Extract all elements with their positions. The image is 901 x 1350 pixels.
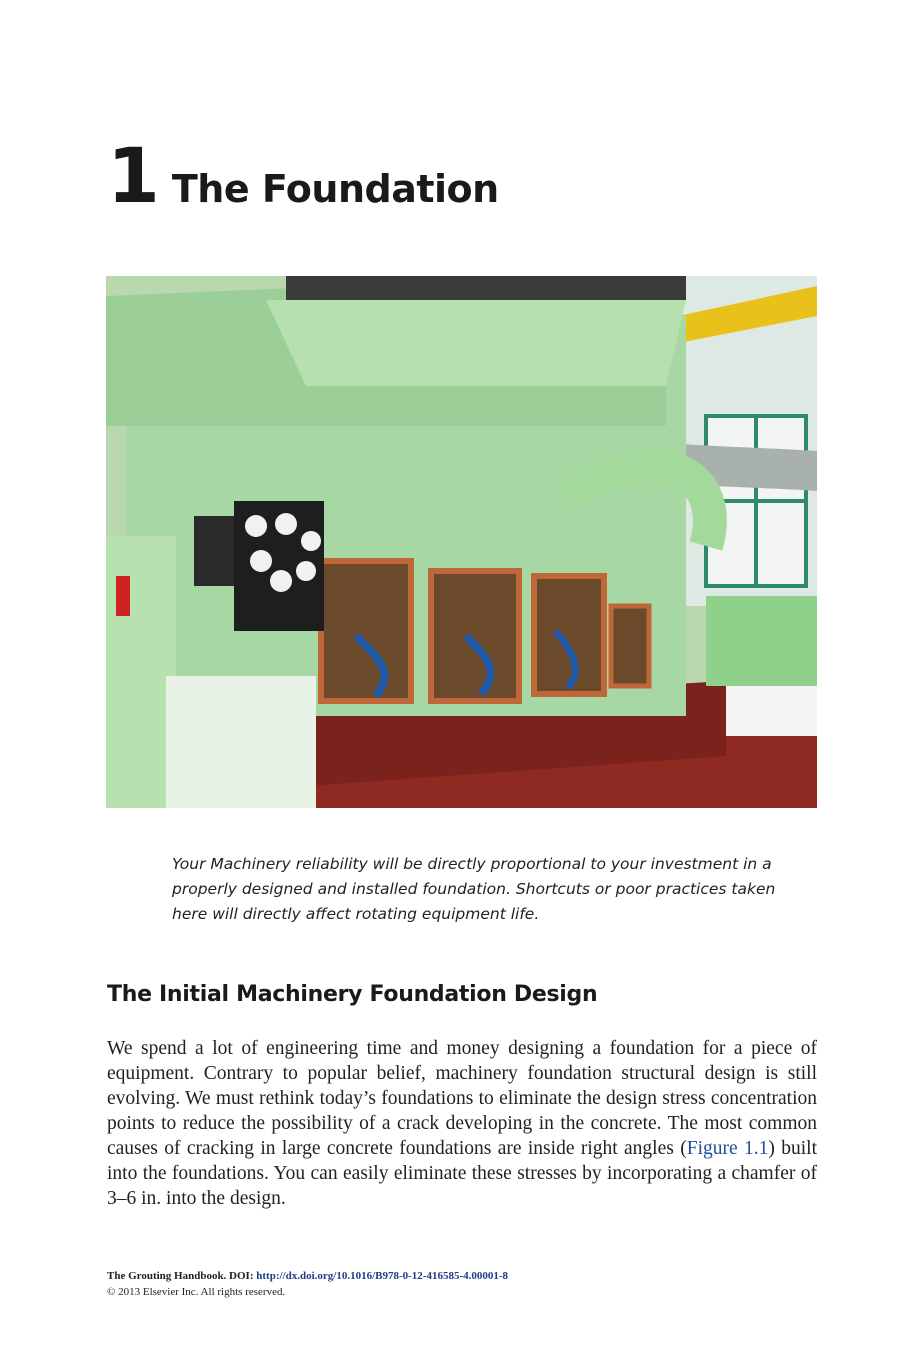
book-doi-label: The Grouting Handbook. DOI: bbox=[107, 1270, 257, 1282]
chapter-title: The Foundation bbox=[171, 167, 499, 211]
chapter-number: 1 bbox=[107, 131, 158, 220]
paragraph-text-start: We spend a lot of engineering time and money designing a foundation for a piece of equipment. Contrary to popular belief, machinery foundation structural design is still evolving. We must rethink today’s foundations to eliminate the design stress concentration points to reduce the possibility of a crack developing in the concrete. The most common causes of cracking in large concrete foundations are inside right angles ( bbox=[107, 1038, 817, 1159]
paragraph-text-end: ) built into the foundations. You can easily eliminate these stresses by incorporating a chamfer of 3–6 in. into the design. bbox=[107, 1138, 817, 1209]
doi-link[interactable]: http://dx.doi.org/10.1016/B978-0-12-416585-4.00001-8 bbox=[256, 1270, 509, 1282]
body-paragraph bbox=[107, 1036, 817, 1211]
machinery-photo bbox=[106, 276, 817, 808]
copyright-notice: © 2013 Elsevier Inc. All rights reserved. bbox=[107, 1286, 286, 1298]
figure-link[interactable]: Figure 1.1 bbox=[686, 1138, 769, 1159]
section-heading: The Initial Machinery Foundation Design bbox=[107, 982, 598, 1007]
page-footer bbox=[107, 1268, 508, 1300]
chapter-heading bbox=[107, 131, 499, 220]
footer-doi-line bbox=[107, 1268, 508, 1284]
chapter-epigraph: Your Machinery reliability will be directly proportional to your investment in a properly designed and installed foundation. Shortcuts or poor practices taken here will directly affect rotating equipment life. bbox=[172, 855, 776, 923]
